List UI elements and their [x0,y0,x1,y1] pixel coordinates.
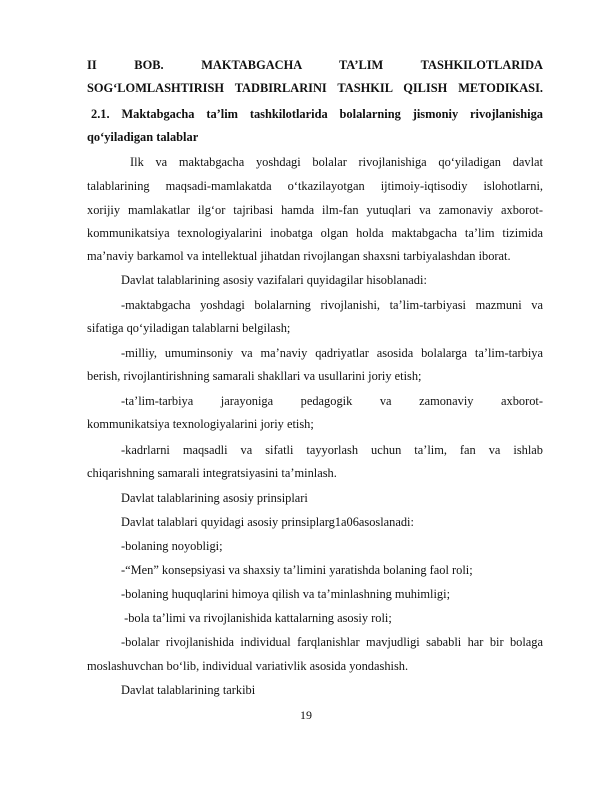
list-item-line: -bola ta’limi va rivojlanishida kattalarning asosiy roli; [121,611,392,625]
chapter-title-line-2: SOG‘LOMLASHTIRISH TADBIRLARINI TASHKIL QILISH METODIKASI. [87,81,543,95]
paragraph-line: talablarining maqsadi-mamlakatda o‘tkazilayotgan ijtimoiy-iqtisodiy islohotlarni, [87,179,543,193]
chapter-title-line-1: II BOB. MAKTABGACHA TA’LIM TASHKILOTLARIDA [87,58,543,72]
paragraph-line: Davlat talablari quyidagi asosiy prinsiplarg1a06asoslanadi: [121,515,414,529]
list-item-line: -kadrlarni maqsadli va sifatli tayyorlash uchun ta’lim, fan va ishlab [121,443,543,457]
list-item-line: -milliy, umuminsoniy va ma’naviy qadriyatlar asosida bolalarga ta’lim-tarbiya [121,346,543,360]
list-item-line: -maktabgacha yoshdagi bolalarning rivojlanishi, ta’lim-tarbiyasi mazmuni va [121,298,543,312]
list-item-line: -ta’lim-tarbiya jarayoniga pedagogik va zamonaviy axborot- [121,394,543,408]
subheading-line: Davlat talablarining tarkibi [121,683,256,697]
list-item-line: -bolaning huquqlarini himoya qilish va ta’minlashning muhimligi; [121,587,451,601]
list-item-line: kommunikatsiya texnologiyalarini joriy etish; [87,417,314,431]
paragraph-line: kommunikatsiya texnologiyalarini inobatga olgan holda maktabgacha ta’lim tizimida [87,226,543,240]
section-title-line-1: 2.1. Maktabgacha ta’lim tashkilotlarida bolalarning jismoniy rivojlanishiga [91,107,543,121]
list-item-line: -bolalar rivojlanishida individual farqlanishlar mavjudligi sababli har bir bolaga [121,635,543,649]
list-item-line: chiqarishning samarali integratsiyasini ta’minlash. [87,466,337,480]
list-item-line: -bolaning noyobligi; [121,539,223,553]
paragraph-line: Davlat talablarining asosiy vazifalari quyidagilar hisoblanadi: [121,273,427,287]
paragraph-line: ma’naviy barkamol va intellektual jihatdan rivojlangan shaxsni tarbiyalashdan iborat. [87,249,511,263]
page-number: 19 [300,708,312,722]
subheading-line: Davlat talablarining asosiy prinsiplari [121,491,308,505]
list-item-line: -“Men” konsepsiyasi va shaxsiy ta’limini yaratishda bolaning faol roli; [121,563,473,577]
paragraph-line: Ilk va maktabgacha yoshdagi bolalar rivojlanishiga qo‘yiladigan davlat [130,155,543,169]
list-item-line: moslashuvchan bo‘lib, individual variativlik asosida yondashish. [87,659,409,673]
list-item-line: sifatiga qo‘yiladigan talablarni belgilash; [87,321,291,335]
paragraph-line: xorijiy mamlakatlar ilg‘or tajribasi hamda ilm-fan yutuqlari va zamonaviy axborot- [87,203,543,217]
section-title-line-2: qo‘yiladigan talablar [87,130,199,144]
list-item-line: berish, rivojlantirishning samarali shakllari va usullarini joriy etish; [87,369,422,383]
